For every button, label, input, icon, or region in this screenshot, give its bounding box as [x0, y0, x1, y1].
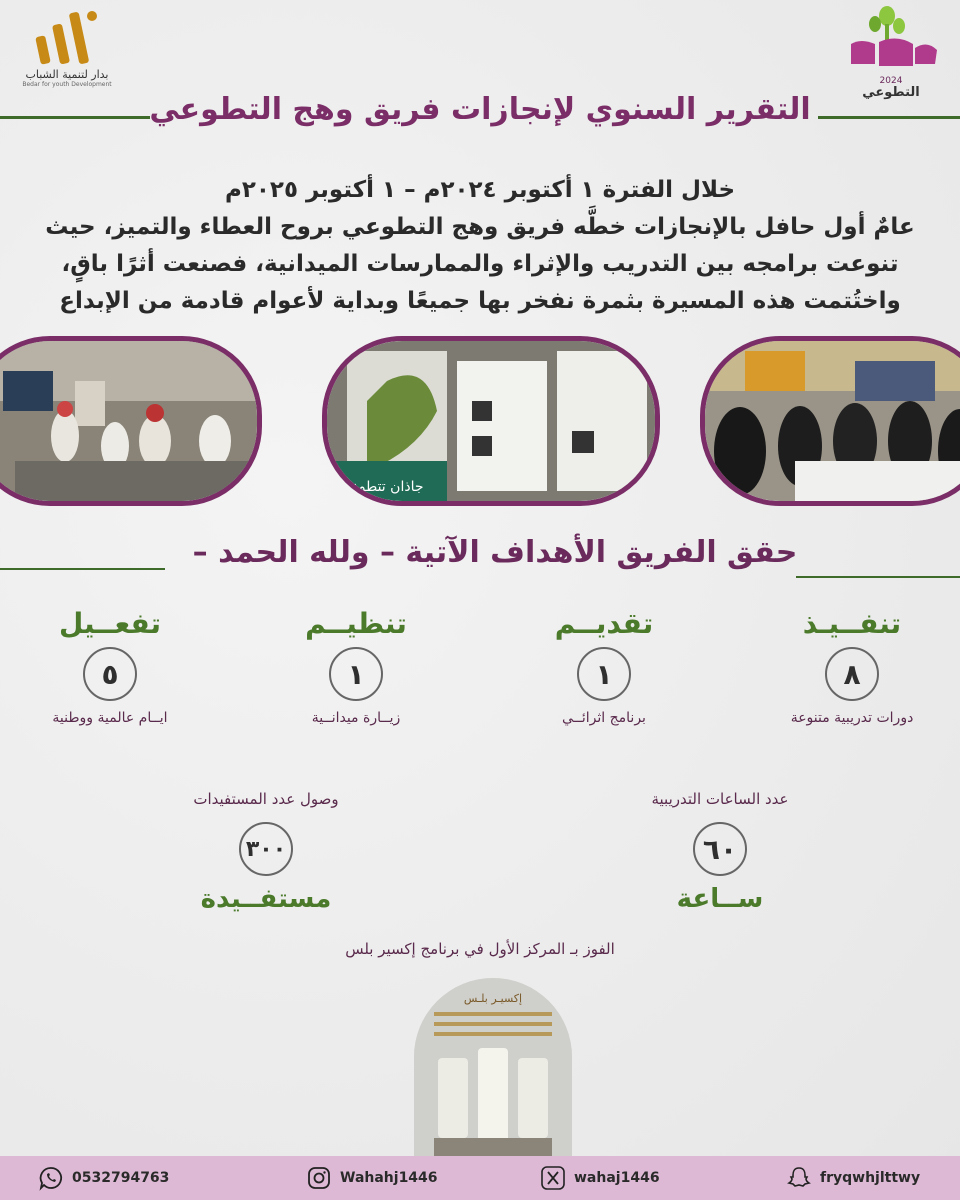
booth-banner-text: جاذان تتطوع — [350, 479, 424, 495]
wahaj-tree-icon — [841, 4, 941, 72]
whatsapp-icon — [38, 1165, 64, 1191]
goals-divider-left — [0, 568, 165, 570]
stat-activate — [0, 607, 220, 727]
instagram-icon — [306, 1165, 332, 1191]
stat-execute — [742, 607, 960, 727]
intro-line-3: واختُتمت هذه المسيرة بثمرة نفخر بها جميعًا وبداية لأعوام قادمة من الإبداع — [59, 288, 901, 314]
footer-instagram-handle: Wahahj1446 — [340, 1170, 438, 1186]
title-divider-left — [0, 116, 150, 119]
footer-instagram[interactable] — [306, 1164, 438, 1192]
bedar-mark-icon — [32, 6, 102, 68]
stat-execute-head: تنفــيـذ — [802, 607, 902, 640]
stat-organize — [246, 607, 466, 727]
wahaj-logo — [836, 4, 946, 100]
total-beneficiaries-unit: مستفــيدة — [200, 884, 332, 914]
stat-present-value: ١ — [577, 647, 631, 701]
total-hours-label: عدد الساعات التدريبية — [651, 790, 789, 808]
team-logo-text: التطوعي — [862, 85, 920, 100]
footer-snapchat[interactable] — [786, 1164, 920, 1192]
page-title: التقرير السنوي لإنجازات فريق وهج التطوعي — [149, 92, 811, 127]
stat-present-label: برنامج اثرائــي — [562, 710, 646, 726]
partner-name-en: Bedar for youth Development — [22, 81, 112, 88]
footer-whatsapp[interactable] — [38, 1164, 169, 1192]
footer-phone: 0532794763 — [72, 1170, 170, 1186]
stat-present-head: تقديــم — [554, 607, 654, 640]
stat-organize-head: تنظيــم — [305, 607, 407, 640]
footer-x[interactable] — [540, 1164, 660, 1192]
stat-execute-label: دورات تدريبية متنوعة — [790, 710, 914, 726]
footer-snapchat-handle: fryqwhjlttwy — [820, 1170, 921, 1186]
goals-divider-right — [796, 576, 960, 578]
partner-name-ar: بدار لتنمية الشباب — [25, 68, 109, 81]
stat-execute-value: ٨ — [825, 647, 879, 701]
total-hours-value: ٦٠ — [693, 822, 747, 876]
snapchat-icon — [786, 1165, 812, 1191]
title-divider-right — [818, 116, 960, 119]
x-icon — [540, 1165, 566, 1191]
goals-title: حقق الفريق الأهداف الآتية – ولله الحمد – — [192, 535, 798, 570]
intro-text — [10, 172, 950, 320]
intro-period: خلال الفترة ١ أكتوبر ٢٠٢٤م – ١ أكتوبر ٢٠٢٥م — [224, 177, 736, 203]
total-beneficiaries-value: ٣٠٠ — [239, 822, 293, 876]
stat-organize-label: زيــارة ميدانــية — [311, 710, 401, 726]
stat-activate-label: ايــام عالمية ووطنية — [52, 710, 168, 726]
total-hours — [590, 790, 850, 914]
stat-activate-value: ٥ — [83, 647, 137, 701]
intro-line-1: عامٌ أول حافل بالإنجازات خطَّه فريق وهج التطوعي بروح العطاء والتميز، حيث — [45, 214, 915, 240]
photo-workshop-left — [0, 336, 262, 506]
stat-activate-head: تفعــيل — [58, 607, 162, 640]
footer-x-handle: wahaj1446 — [574, 1170, 660, 1186]
stat-organize-value: ١ — [329, 647, 383, 701]
award-certificate-photo — [414, 978, 572, 1156]
intro-line-2: تنوعت برامجه بين التدريب والإثراء والممارسات الميدانية، فصنعت أثرًا باقٍ، — [61, 251, 899, 277]
total-beneficiaries — [136, 790, 396, 914]
total-beneficiaries-label: وصول عدد المستفيدات — [193, 790, 339, 808]
team-logo-year: 2024 — [879, 76, 903, 86]
photo-workshop-right — [700, 336, 960, 506]
award-text: الفوز بـ المركز الأول في برنامج إكسير بلس — [345, 940, 615, 958]
stat-present — [494, 607, 714, 727]
total-hours-unit: ســاعة — [676, 884, 764, 914]
bedar-logo — [12, 6, 122, 102]
photo-booth-center — [322, 336, 660, 506]
award-cert-title: إكسيـر بلـس — [463, 992, 523, 1005]
